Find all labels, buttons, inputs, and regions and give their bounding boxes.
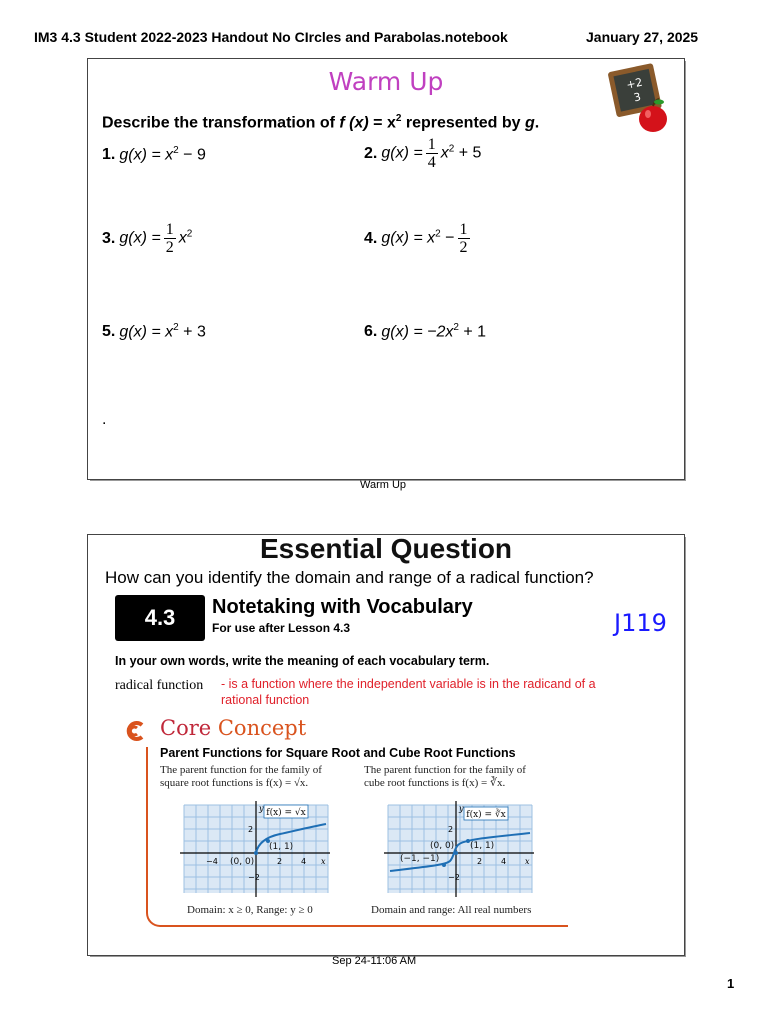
tick-label: 2 [477, 857, 483, 866]
cbrt-origin-label: (0, 0) [430, 841, 455, 851]
problem-6: 6. $g(x) = -2x^2 + 1$ [364, 322, 487, 341]
tick-label: 4 [301, 857, 307, 866]
header-date: January 27, 2025 [586, 29, 699, 45]
vocab-definition: - is a function where the independent variable is in the radicand of a rational function [221, 677, 596, 707]
sqrt-function-label: f(x) = √x [266, 808, 306, 818]
page-code: J119 [614, 609, 667, 637]
axis-label: x [321, 857, 326, 866]
problem-1: 1. $g(x) = x^2 - 9$ [102, 145, 206, 164]
cbrt-description: The parent function for the family of cube root functions is f(x) = ∛x. [364, 764, 526, 789]
cbrt-point-label: (1, 1) [470, 841, 495, 851]
cbrt-graph [384, 801, 536, 897]
slide-caption: Warm Up [360, 479, 407, 491]
tick-label: 2 [277, 857, 283, 866]
tick-label: 2 [248, 825, 254, 834]
svg-text:+2: +2 [625, 75, 644, 92]
tick-label: −2 [248, 873, 260, 882]
chalkboard-apple-icon [606, 61, 672, 135]
sqrt-domain-range: Domain: x ≥ 0, Range: y ≥ 0 [187, 904, 313, 916]
svg-text:3: 3 [632, 90, 643, 105]
cbrt-neg-point-label: (−1, −1) [400, 854, 440, 864]
warmup-slide [87, 58, 685, 480]
vocab-term: radical function [115, 678, 204, 693]
sqrt-point-label: (1, 1) [269, 842, 294, 852]
file-title: IM3 4.3 Student 2022-2023 Handout No CIrcles and Parabolas.notebook [34, 29, 508, 45]
axis-label: y [259, 804, 264, 813]
notetaking-title: Notetaking with Vocabulary [212, 596, 473, 618]
tick-label: −2 [448, 873, 460, 882]
slide-title: Essential Question [259, 533, 513, 564]
stray-mark: . [102, 411, 107, 428]
sqrt-graph [180, 801, 332, 897]
slide-title: Warm Up [328, 67, 444, 96]
axis-label: y [459, 804, 464, 813]
problem-5: 5. $g(x) = x^2 + 3$ [102, 322, 206, 341]
problem-4: 4. $g(x) = x^2$ − $\frac{1}{2}$ [364, 221, 468, 256]
page-number: 1 [727, 976, 735, 991]
sqrt-description: The parent function for the family of square root functions is f(x) = √x. [160, 764, 322, 789]
problem-2: 2. g(x) = $\frac{1}{4}$ $x^2 + 5$ [364, 136, 482, 171]
essential-question: How can you identify the domain and range of a radical function? [105, 568, 594, 587]
problem-3: 3. g(x) = $\frac{1}{2}$ $x^2$ [102, 221, 193, 256]
slide-caption: Sep 24-11:06 AM [332, 955, 417, 967]
instruction: Describe the transformation of f $(x) = x^2$ represented by g. [102, 113, 540, 132]
tick-label: 2 [448, 825, 454, 834]
tick-label: −4 [206, 857, 218, 866]
axis-label: x [525, 857, 530, 866]
parent-functions-heading: Parent Functions for Square Root and Cube Root Functions [160, 746, 516, 760]
cbrt-domain-range: Domain and range: All real numbers [371, 904, 532, 916]
essential-question-slide [87, 534, 685, 956]
core-concept-title: Core Concept [160, 716, 307, 740]
tick-label: 4 [501, 857, 507, 866]
core-concept-icon [125, 720, 147, 742]
lesson-badge: 4.3 [115, 595, 205, 641]
notetaking-subtitle: For use after Lesson 4.3 [212, 621, 351, 635]
sqrt-origin-label: (0, 0) [230, 857, 255, 867]
cbrt-function-label: f(x) = ∛x [466, 810, 506, 820]
vocab-instruction: In your own words, write the meaning of each vocabulary term. [115, 654, 490, 668]
